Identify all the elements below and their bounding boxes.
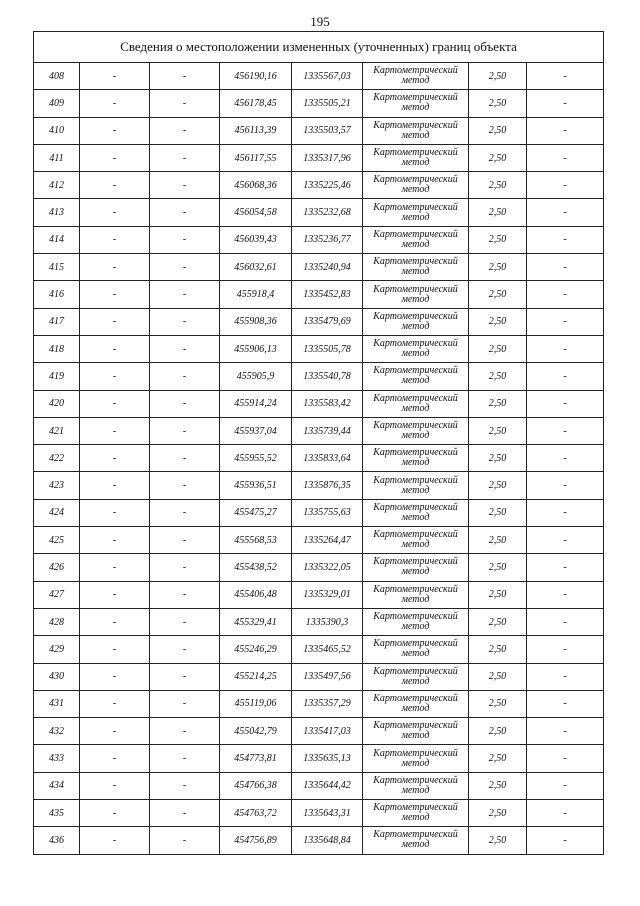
note-cell: - [527, 636, 604, 663]
method-cell: Картометрический метод [363, 172, 469, 199]
table-title-row [34, 32, 604, 63]
dash-cell: - [80, 636, 150, 663]
table-row [34, 199, 604, 226]
x-coordinate-cell: 456178,45 [220, 90, 292, 117]
point-number-cell: 432 [34, 718, 80, 745]
table-row [34, 281, 604, 308]
x-coordinate-cell: 455214,25 [220, 663, 292, 690]
dash-cell: - [150, 390, 220, 417]
x-coordinate-cell: 455918,4 [220, 281, 292, 308]
note-cell: - [527, 663, 604, 690]
dash-cell: - [80, 499, 150, 526]
point-number-cell: 410 [34, 117, 80, 144]
point-number-cell: 433 [34, 745, 80, 772]
x-coordinate-cell: 455406,48 [220, 581, 292, 608]
point-number-cell: 416 [34, 281, 80, 308]
point-number-cell: 418 [34, 335, 80, 362]
method-cell: Картометрический метод [363, 772, 469, 799]
accuracy-cell: 2,50 [469, 690, 527, 717]
dash-cell: - [150, 308, 220, 335]
point-number-cell: 420 [34, 390, 80, 417]
y-coordinate-cell: 1335755,63 [292, 499, 363, 526]
accuracy-cell: 2,50 [469, 636, 527, 663]
accuracy-cell: 2,50 [469, 718, 527, 745]
point-number-cell: 428 [34, 608, 80, 635]
y-coordinate-cell: 1335505,78 [292, 335, 363, 362]
note-cell: - [527, 827, 604, 854]
accuracy-cell: 2,50 [469, 144, 527, 171]
table-row [34, 254, 604, 281]
point-number-cell: 412 [34, 172, 80, 199]
dash-cell: - [80, 827, 150, 854]
accuracy-cell: 2,50 [469, 554, 527, 581]
note-cell: - [527, 63, 604, 90]
point-number-cell: 413 [34, 199, 80, 226]
table-row [34, 800, 604, 827]
method-cell: Картометрический метод [363, 636, 469, 663]
point-number-cell: 417 [34, 308, 80, 335]
method-cell: Картометрический метод [363, 445, 469, 472]
dash-cell: - [150, 254, 220, 281]
note-cell: - [527, 199, 604, 226]
dash-cell: - [80, 554, 150, 581]
x-coordinate-cell: 455329,41 [220, 608, 292, 635]
dash-cell: - [150, 335, 220, 362]
dash-cell: - [150, 199, 220, 226]
dash-cell: - [80, 663, 150, 690]
x-coordinate-cell: 456068,36 [220, 172, 292, 199]
table-row [34, 636, 604, 663]
y-coordinate-cell: 1335465,52 [292, 636, 363, 663]
dash-cell: - [150, 718, 220, 745]
table-row [34, 445, 604, 472]
y-coordinate-cell: 1335648,84 [292, 827, 363, 854]
accuracy-cell: 2,50 [469, 445, 527, 472]
table-row [34, 554, 604, 581]
accuracy-cell: 2,50 [469, 117, 527, 144]
x-coordinate-cell: 454763,72 [220, 800, 292, 827]
y-coordinate-cell: 1335643,31 [292, 800, 363, 827]
x-coordinate-cell: 455908,36 [220, 308, 292, 335]
dash-cell: - [80, 199, 150, 226]
x-coordinate-cell: 455955,52 [220, 445, 292, 472]
dash-cell: - [150, 445, 220, 472]
dash-cell: - [150, 745, 220, 772]
x-coordinate-cell: 455475,27 [220, 499, 292, 526]
y-coordinate-cell: 1335635,13 [292, 745, 363, 772]
table-row [34, 718, 604, 745]
table-row [34, 827, 604, 854]
dash-cell: - [150, 527, 220, 554]
accuracy-cell: 2,50 [469, 254, 527, 281]
accuracy-cell: 2,50 [469, 581, 527, 608]
accuracy-cell: 2,50 [469, 663, 527, 690]
dash-cell: - [80, 144, 150, 171]
dash-cell: - [150, 499, 220, 526]
x-coordinate-cell: 456117,55 [220, 144, 292, 171]
point-number-cell: 436 [34, 827, 80, 854]
method-cell: Картометрический метод [363, 718, 469, 745]
point-number-cell: 422 [34, 445, 80, 472]
table-row [34, 472, 604, 499]
x-coordinate-cell: 454773,81 [220, 745, 292, 772]
y-coordinate-cell: 1335225,46 [292, 172, 363, 199]
x-coordinate-cell: 455906,13 [220, 335, 292, 362]
note-cell: - [527, 90, 604, 117]
dash-cell: - [150, 772, 220, 799]
y-coordinate-cell: 1335232,68 [292, 199, 363, 226]
accuracy-cell: 2,50 [469, 90, 527, 117]
accuracy-cell: 2,50 [469, 608, 527, 635]
y-coordinate-cell: 1335503,57 [292, 117, 363, 144]
page-number: 195 [310, 14, 330, 29]
method-cell: Картометрический метод [363, 63, 469, 90]
x-coordinate-cell: 456190,16 [220, 63, 292, 90]
dash-cell: - [80, 363, 150, 390]
point-number-cell: 414 [34, 226, 80, 253]
accuracy-cell: 2,50 [469, 63, 527, 90]
table-row [34, 772, 604, 799]
method-cell: Картометрический метод [363, 90, 469, 117]
dash-cell: - [80, 308, 150, 335]
dash-cell: - [150, 554, 220, 581]
method-cell: Картометрический метод [363, 417, 469, 444]
table-row [34, 690, 604, 717]
y-coordinate-cell: 1335644,42 [292, 772, 363, 799]
table-row [34, 663, 604, 690]
point-number-cell: 423 [34, 472, 80, 499]
point-number-cell: 424 [34, 499, 80, 526]
table-row [34, 417, 604, 444]
method-cell: Картометрический метод [363, 117, 469, 144]
note-cell: - [527, 281, 604, 308]
note-cell: - [527, 335, 604, 362]
note-cell: - [527, 417, 604, 444]
dash-cell: - [150, 63, 220, 90]
method-cell: Картометрический метод [363, 800, 469, 827]
dash-cell: - [80, 281, 150, 308]
note-cell: - [527, 527, 604, 554]
y-coordinate-cell: 1335417,03 [292, 718, 363, 745]
x-coordinate-cell: 455119,06 [220, 690, 292, 717]
dash-cell: - [150, 363, 220, 390]
table-row [34, 144, 604, 171]
method-cell: Картометрический метод [363, 827, 469, 854]
coordinates-table [33, 31, 604, 855]
point-number-cell: 430 [34, 663, 80, 690]
accuracy-cell: 2,50 [469, 772, 527, 799]
x-coordinate-cell: 455438,52 [220, 554, 292, 581]
table-title: Сведения о местоположении измененных (уточненных) границ объекта [34, 32, 604, 63]
y-coordinate-cell: 1335236,77 [292, 226, 363, 253]
y-coordinate-cell: 1335322,05 [292, 554, 363, 581]
accuracy-cell: 2,50 [469, 745, 527, 772]
method-cell: Картометрический метод [363, 390, 469, 417]
dash-cell: - [150, 581, 220, 608]
x-coordinate-cell: 455905,9 [220, 363, 292, 390]
y-coordinate-cell: 1335357,29 [292, 690, 363, 717]
dash-cell: - [80, 745, 150, 772]
dash-cell: - [80, 90, 150, 117]
point-number-cell: 409 [34, 90, 80, 117]
dash-cell: - [80, 172, 150, 199]
point-number-cell: 408 [34, 63, 80, 90]
note-cell: - [527, 718, 604, 745]
dash-cell: - [80, 226, 150, 253]
y-coordinate-cell: 1335479,69 [292, 308, 363, 335]
x-coordinate-cell: 455568,53 [220, 527, 292, 554]
method-cell: Картометрический метод [363, 499, 469, 526]
table-row [34, 90, 604, 117]
method-cell: Картометрический метод [363, 281, 469, 308]
dash-cell: - [80, 690, 150, 717]
table-row [34, 335, 604, 362]
method-cell: Картометрический метод [363, 363, 469, 390]
dash-cell: - [150, 144, 220, 171]
note-cell: - [527, 800, 604, 827]
point-number-cell: 411 [34, 144, 80, 171]
dash-cell: - [80, 417, 150, 444]
x-coordinate-cell: 455042,79 [220, 718, 292, 745]
table-row [34, 745, 604, 772]
y-coordinate-cell: 1335739,44 [292, 417, 363, 444]
accuracy-cell: 2,50 [469, 281, 527, 308]
table-row [34, 308, 604, 335]
y-coordinate-cell: 1335317,96 [292, 144, 363, 171]
dash-cell: - [80, 718, 150, 745]
dash-cell: - [150, 636, 220, 663]
accuracy-cell: 2,50 [469, 199, 527, 226]
note-cell: - [527, 690, 604, 717]
table-row [34, 608, 604, 635]
method-cell: Картометрический метод [363, 226, 469, 253]
note-cell: - [527, 472, 604, 499]
note-cell: - [527, 554, 604, 581]
y-coordinate-cell: 1335876,35 [292, 472, 363, 499]
dash-cell: - [150, 281, 220, 308]
note-cell: - [527, 390, 604, 417]
dash-cell: - [80, 63, 150, 90]
y-coordinate-cell: 1335540,78 [292, 363, 363, 390]
x-coordinate-cell: 454766,38 [220, 772, 292, 799]
dash-cell: - [80, 772, 150, 799]
accuracy-cell: 2,50 [469, 390, 527, 417]
dash-cell: - [150, 172, 220, 199]
method-cell: Картометрический метод [363, 690, 469, 717]
note-cell: - [527, 226, 604, 253]
y-coordinate-cell: 1335390,3 [292, 608, 363, 635]
method-cell: Картометрический метод [363, 527, 469, 554]
dash-cell: - [150, 90, 220, 117]
dash-cell: - [80, 527, 150, 554]
table-row [34, 499, 604, 526]
x-coordinate-cell: 454756,89 [220, 827, 292, 854]
y-coordinate-cell: 1335833,64 [292, 445, 363, 472]
x-coordinate-cell: 455246,29 [220, 636, 292, 663]
dash-cell: - [150, 117, 220, 144]
y-coordinate-cell: 1335452,83 [292, 281, 363, 308]
note-cell: - [527, 144, 604, 171]
dash-cell: - [80, 117, 150, 144]
x-coordinate-cell: 456054,58 [220, 199, 292, 226]
y-coordinate-cell: 1335240,94 [292, 254, 363, 281]
note-cell: - [527, 172, 604, 199]
y-coordinate-cell: 1335583,42 [292, 390, 363, 417]
method-cell: Картометрический метод [363, 581, 469, 608]
table-row [34, 581, 604, 608]
accuracy-cell: 2,50 [469, 226, 527, 253]
point-number-cell: 415 [34, 254, 80, 281]
dash-cell: - [80, 800, 150, 827]
dash-cell: - [80, 581, 150, 608]
table-row [34, 390, 604, 417]
method-cell: Картометрический метод [363, 745, 469, 772]
accuracy-cell: 2,50 [469, 172, 527, 199]
dash-cell: - [80, 608, 150, 635]
dash-cell: - [80, 254, 150, 281]
table-row [34, 363, 604, 390]
accuracy-cell: 2,50 [469, 308, 527, 335]
method-cell: Картометрический метод [363, 472, 469, 499]
dash-cell: - [80, 390, 150, 417]
y-coordinate-cell: 1335567,03 [292, 63, 363, 90]
dash-cell: - [150, 800, 220, 827]
note-cell: - [527, 499, 604, 526]
point-number-cell: 426 [34, 554, 80, 581]
note-cell: - [527, 445, 604, 472]
accuracy-cell: 2,50 [469, 827, 527, 854]
dash-cell: - [150, 690, 220, 717]
x-coordinate-cell: 455936,51 [220, 472, 292, 499]
dash-cell: - [150, 417, 220, 444]
dash-cell: - [150, 226, 220, 253]
note-cell: - [527, 608, 604, 635]
dash-cell: - [80, 472, 150, 499]
method-cell: Картометрический метод [363, 199, 469, 226]
x-coordinate-cell: 455914,24 [220, 390, 292, 417]
accuracy-cell: 2,50 [469, 417, 527, 444]
y-coordinate-cell: 1335497,56 [292, 663, 363, 690]
table-row [34, 527, 604, 554]
accuracy-cell: 2,50 [469, 527, 527, 554]
accuracy-cell: 2,50 [469, 499, 527, 526]
note-cell: - [527, 363, 604, 390]
point-number-cell: 431 [34, 690, 80, 717]
dash-cell: - [150, 827, 220, 854]
dash-cell: - [150, 663, 220, 690]
point-number-cell: 421 [34, 417, 80, 444]
accuracy-cell: 2,50 [469, 800, 527, 827]
dash-cell: - [80, 445, 150, 472]
method-cell: Картометрический метод [363, 144, 469, 171]
note-cell: - [527, 308, 604, 335]
y-coordinate-cell: 1335505,21 [292, 90, 363, 117]
note-cell: - [527, 581, 604, 608]
dash-cell: - [150, 472, 220, 499]
accuracy-cell: 2,50 [469, 335, 527, 362]
x-coordinate-cell: 456032,61 [220, 254, 292, 281]
note-cell: - [527, 254, 604, 281]
point-number-cell: 419 [34, 363, 80, 390]
y-coordinate-cell: 1335264,47 [292, 527, 363, 554]
point-number-cell: 435 [34, 800, 80, 827]
table-row [34, 226, 604, 253]
note-cell: - [527, 745, 604, 772]
x-coordinate-cell: 456039,43 [220, 226, 292, 253]
dash-cell: - [80, 335, 150, 362]
table-row [34, 63, 604, 90]
point-number-cell: 429 [34, 636, 80, 663]
method-cell: Картометрический метод [363, 554, 469, 581]
point-number-cell: 427 [34, 581, 80, 608]
x-coordinate-cell: 456113,39 [220, 117, 292, 144]
method-cell: Картометрический метод [363, 308, 469, 335]
point-number-cell: 425 [34, 527, 80, 554]
method-cell: Картометрический метод [363, 254, 469, 281]
table-row [34, 172, 604, 199]
method-cell: Картометрический метод [363, 663, 469, 690]
table-row [34, 117, 604, 144]
note-cell: - [527, 772, 604, 799]
dash-cell: - [150, 608, 220, 635]
method-cell: Картометрический метод [363, 335, 469, 362]
accuracy-cell: 2,50 [469, 472, 527, 499]
method-cell: Картометрический метод [363, 608, 469, 635]
accuracy-cell: 2,50 [469, 363, 527, 390]
point-number-cell: 434 [34, 772, 80, 799]
note-cell: - [527, 117, 604, 144]
x-coordinate-cell: 455937,04 [220, 417, 292, 444]
y-coordinate-cell: 1335329,01 [292, 581, 363, 608]
